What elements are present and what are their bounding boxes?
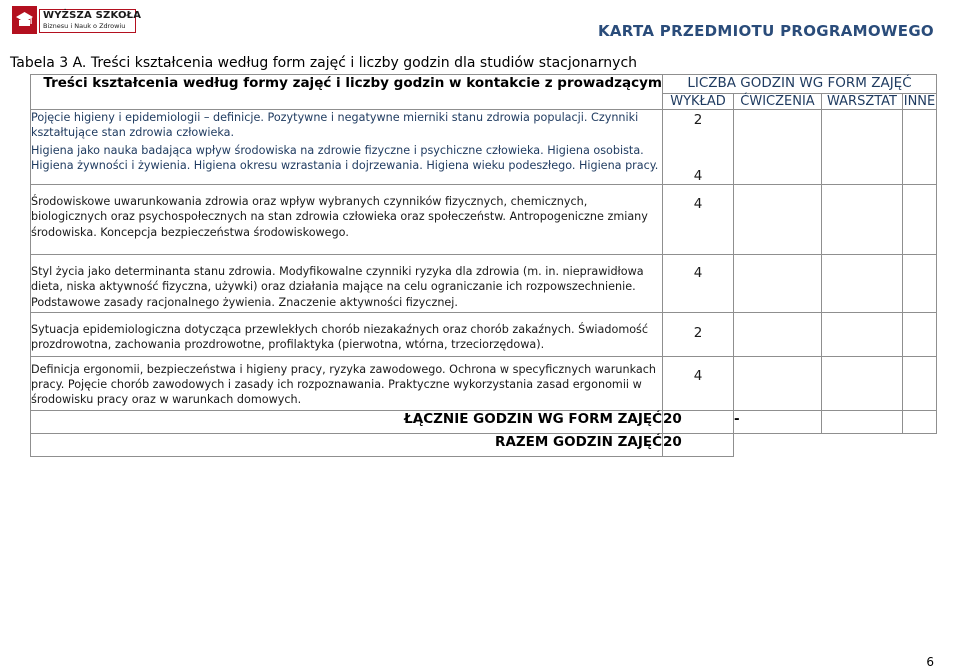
hours-value: 4 (693, 196, 703, 212)
table-row (31, 110, 937, 185)
warsztat-hours-cell (822, 356, 903, 410)
table-row (31, 255, 937, 313)
grand-total-row (31, 433, 937, 456)
warsztat-hours-cell (822, 255, 903, 313)
wyklad-hours-cell (663, 110, 734, 185)
logo-emblem-icon (12, 6, 37, 34)
table-caption: Tabela 3 A. Treści kształcenia według form zajęć i liczby godzin dla studiów stacjonarnych (10, 55, 638, 71)
inne-hours-cell (903, 110, 937, 185)
column-header-cwiczenia: ĆWICZENIA (734, 94, 822, 110)
inne-hours-cell (903, 356, 937, 410)
content-cell (31, 312, 663, 356)
content-paragraph: Sytuacja epidemiologiczna dotycząca przewlekłych chorób niezakaźnych oraz chorób zakaźnych. Świadomość prozdrowotna, zachowania prozdrowotne, profilaktyka (pierwotna, wtórna, trzeciorzędowa). (31, 322, 649, 352)
inne-hours-cell (903, 185, 937, 255)
content-paragraph: Higiena jako nauka badająca wpływ środowiska na zdrowie fizyczne i psychiczne człowieka. Higiena osobista. Higiena żywności i żywienia. Higiena okresu wzrastania i dojrzewania. Higiena wieku podeszłego. Higiena pracy. (31, 143, 659, 172)
wyklad-hours-cell (663, 356, 734, 410)
logo (12, 6, 142, 34)
content-cell (31, 185, 663, 255)
table-row (31, 356, 937, 410)
logo-line-1: WYŻSZA SZKOŁA (43, 10, 142, 21)
hours-value: 2 (693, 112, 703, 128)
page-number: 6 (926, 655, 934, 669)
wyklad-hours-cell (663, 185, 734, 255)
wyklad-hours-cell (663, 312, 734, 356)
warsztat-hours-cell (822, 110, 903, 185)
logo-line-2: Biznesu i Nauk o Zdrowiu (43, 22, 126, 30)
hours-value: 4 (693, 367, 703, 384)
logo-text (39, 9, 142, 33)
total-cwiczenia: - (734, 410, 822, 433)
column-header-warsztat: WARSZTAT (822, 94, 903, 110)
hours-header: LICZBA GODZIN WG FORM ZAJĘĆ (663, 75, 937, 94)
document-header: KARTA PRZEDMIOTU PROGRAMOWEGO (597, 22, 934, 40)
inne-hours-cell (903, 312, 937, 356)
content-cell (31, 356, 663, 410)
cwiczenia-hours-cell (734, 312, 822, 356)
table-row (31, 312, 937, 356)
content-cell (31, 255, 663, 313)
content-paragraph: Pojęcie higieny i epidemiologii – definicje. Pozytywne i negatywne mierniki stanu zdrowia populacji. Czynniki kształtujące stan zdrowia człowieka. (31, 111, 639, 140)
cwiczenia-hours-cell (734, 356, 822, 410)
content-hours-table (30, 74, 937, 457)
hours-value: 2 (693, 324, 703, 341)
total-row (31, 410, 937, 433)
cwiczenia-hours-cell (734, 185, 822, 255)
table-row (31, 185, 937, 255)
total-wyklad: 20 (663, 410, 734, 433)
cwiczenia-hours-cell (734, 255, 822, 313)
content-cell (31, 110, 663, 185)
column-header-inne: INNE (903, 94, 936, 109)
grand-total-value: 20 (663, 433, 734, 456)
wyklad-hours-cell (663, 255, 734, 313)
total-label: ŁĄCZNIE GODZIN WG FORM ZAJĘĆ (31, 410, 663, 433)
total-inne (903, 410, 937, 433)
column-header-wyklad: WYKŁAD (663, 94, 734, 110)
warsztat-hours-cell (822, 312, 903, 356)
table-title: Treści kształcenia według formy zajęć i liczby godzin w kontakcie z prowadzącym (31, 75, 663, 110)
content-paragraph: Środowiskowe uwarunkowania zdrowia oraz wpływ wybranych czynników fizycznych, chemicznych, biologicznych oraz psychospołecznych na stan zdrowia człowieka oraz społeczeństw. Antropogeniczne zmiany środowiska. Koncepcja bezpieczeństwa środowiskowego. (31, 195, 648, 239)
cwiczenia-hours-cell (734, 110, 822, 185)
warsztat-hours-cell (822, 185, 903, 255)
hours-value: 4 (693, 265, 703, 281)
content-paragraph: Definicja ergonomii, bezpieczeństwa i higieny pracy, ryzyka zawodowego. Ochrona w specyficznych warunkach pracy. Pojęcie chorób zawodowych i zasady ich rozpoznawania. Praktyczne wykorzystania zasad ergonomii w środowisku pracy oraz w warunkach domowych. (31, 362, 656, 407)
inne-hours-cell (903, 255, 937, 313)
grand-total-label: RAZEM GODZIN ZAJĘĆ (31, 433, 663, 456)
hours-value: 4 (693, 168, 703, 184)
total-warsztat (822, 410, 903, 433)
content-paragraph: Styl życia jako determinanta stanu zdrowia. Modyfikowalne czynniki ryzyka dla zdrowia (m. in. nieprawidłowa dieta, niska aktywność fizyczna, używki) oraz działania mające na celu ograniczanie ich rozpowszechnienie. Podstawowe zasady racjonalnego żywienia. Znaczenie aktywności fizycznej. (31, 265, 644, 309)
